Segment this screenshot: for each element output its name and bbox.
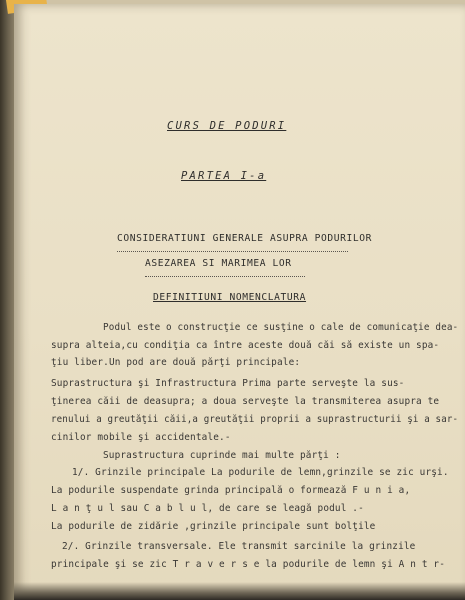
part-title: PARTEA I-a — [181, 170, 267, 182]
page-bottom-shadow — [14, 582, 465, 600]
text-line: 1/. Grinzile principale La podurile de lemn,grinzile se zic urşi. — [72, 467, 449, 478]
text-line: ţiu liber.Un pod are două părţi principale: — [51, 357, 301, 368]
heading-underline — [117, 251, 348, 252]
text-line: supra alteia,cu condiţia ca între aceste două căi să existe un spa- — [51, 340, 440, 351]
text-line: ţinerea căii de deasupra; a doua serveşte la transmiterea asupra te — [51, 396, 440, 407]
text-line: Suprastructura şi Infrastructura Prima parte serveşte la sus- — [51, 378, 405, 389]
text-line: La podurile de zidărie ,grinzile principale sunt bolţile — [51, 521, 376, 532]
text-line: L a n ţ u l sau C a b l u l, de care se leagă podul .- — [51, 503, 364, 514]
section-heading-definitions: DEFINITIUNI NOMENCLATURA — [153, 292, 307, 303]
course-title: CURS DE PODURI — [167, 120, 287, 132]
text-line: principale şi se zic T r a v e r s e la podurile de lemn şi A n t r- — [51, 559, 446, 570]
text-line: Podul este o construcţie ce susţine o cale de comunicaţie dea- — [103, 322, 459, 333]
section-heading-general: CONSIDERATIUNI GENERALE ASUPRA PODURILOR — [117, 233, 373, 244]
section-heading-placement: ASEZAREA SI MARIMEA LOR — [145, 258, 292, 269]
text-line: La podurile suspendate grinda principală o formează F u n i a, — [51, 485, 411, 496]
text-line: cinilor mobile şi accidentale.- — [51, 432, 231, 443]
text-line: 2/. Grinzile transversale. Ele transmit sarcinile la grinzile — [62, 541, 416, 552]
text-line: renului a greutăţii căii,a greutăţii proprii a suprastructurii şi a sar- — [51, 414, 459, 425]
text-line: Suprastructura cuprinde mai multe părţi : — [103, 450, 341, 461]
heading-underline — [145, 276, 305, 277]
